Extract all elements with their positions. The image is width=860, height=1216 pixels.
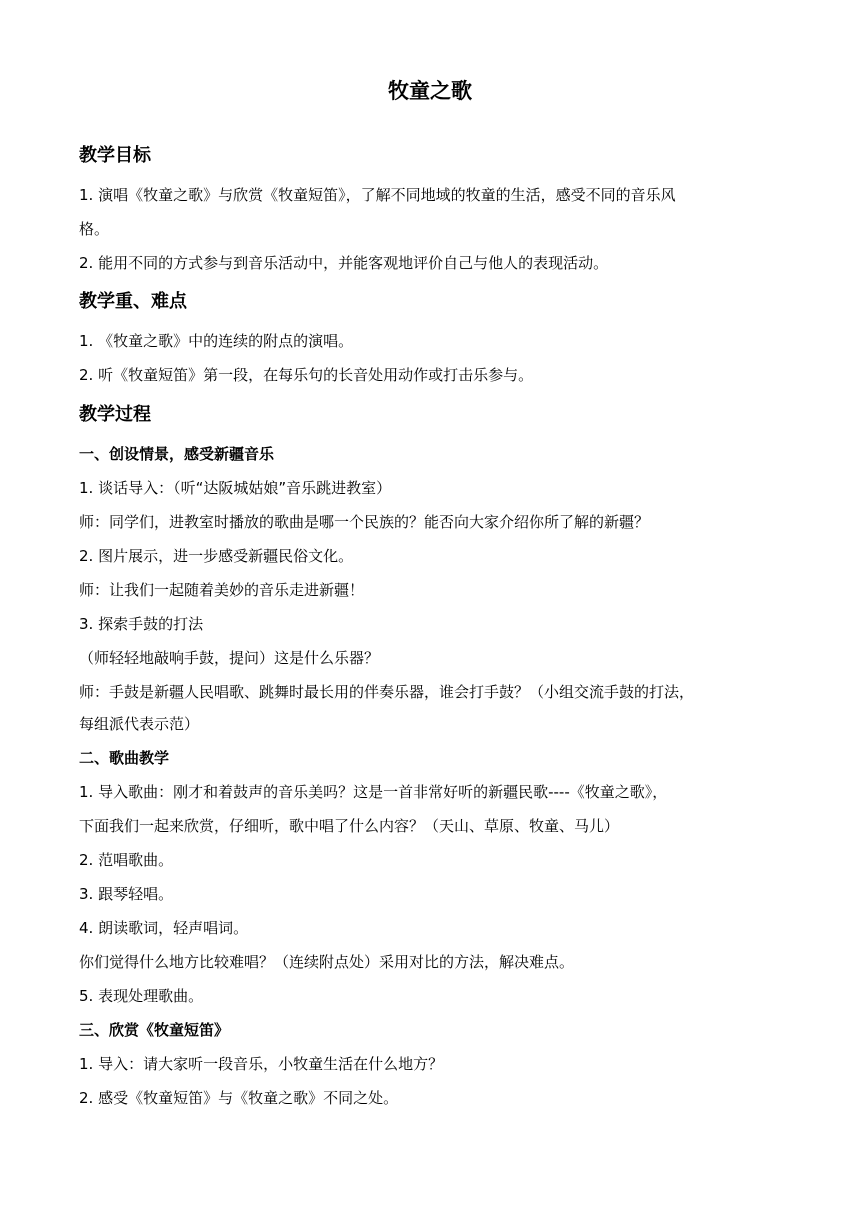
part2-line-3: 2. 范唱歌曲。 [79, 851, 174, 869]
part1-line-3: 2. 图片展示，进一步感受新疆民俗文化。 [79, 547, 354, 565]
part2-line-7: 5. 表现处理歌曲。 [79, 987, 204, 1005]
document-title: 牧童之歌 [388, 79, 472, 103]
part1-line-8: 每组派代表示范） [79, 715, 200, 733]
part3-line-2: 2. 感受《牧童短笛》与《牧童之歌》不同之处。 [79, 1089, 399, 1107]
part1-line-2: 师：同学们，进教室时播放的歌曲是哪一个民族的？能否向大家介绍你所了解的新疆？ [79, 513, 650, 531]
section-heading-key-points: 教学重、难点 [79, 291, 187, 312]
part2-line-4: 3. 跟琴轻唱。 [79, 885, 174, 903]
part2-line-2: 下面我们一起来欣赏，仔细听，歌中唱了什么内容？（天山、草原、牧童、马儿） [79, 817, 620, 835]
key-point-1: 1. 《牧童之歌》中的连续的附点的演唱。 [79, 332, 354, 350]
part1-line-5: 3. 探索手鼓的打法 [79, 615, 204, 633]
subsection-heading-part2: 二、歌曲教学 [79, 749, 170, 767]
section-heading-goals: 教学目标 [79, 145, 151, 166]
part1-line-7: 师：手鼓是新疆人民唱歌、跳舞时最长用的伴奏乐器，谁会打手鼓？（小组交流手鼓的打法， [79, 683, 695, 701]
part3-line-1: 1. 导入：请大家听一段音乐，小牧童生活在什么地方？ [79, 1055, 444, 1073]
goal-item-1-line-1: 1. 演唱《牧童之歌》与欣赏《牧童短笛》，了解不同地域的牧童的生活，感受不同的音乐风 [79, 186, 676, 204]
key-point-2: 2. 听《牧童短笛》第一段，在每乐句的长音处用动作或打击乐参与。 [79, 366, 534, 384]
part2-line-1: 1. 导入歌曲：刚才和着鼓声的音乐美吗？这是一首非常好听的新疆民歌----《牧童之歌》， [79, 783, 668, 801]
section-heading-process: 教学过程 [79, 404, 151, 425]
part1-line-4: 师：让我们一起随着美妙的音乐走进新疆！ [79, 581, 365, 599]
part1-line-1: 1. 谈话导入：（听“达阪城姑娘”音乐跳进教室） [79, 479, 392, 497]
subsection-heading-part1: 一、创设情景，感受新疆音乐 [79, 445, 275, 463]
goal-item-2: 2. 能用不同的方式参与到音乐活动中，并能客观地评价自己与他人的表现活动。 [79, 254, 609, 272]
part2-line-5: 4. 朗读歌词，轻声唱词。 [79, 919, 249, 937]
subsection-heading-part3: 三、欣赏《牧童短笛》 [79, 1021, 230, 1039]
part2-line-6: 你们觉得什么地方比较难唱？（连续附点处）采用对比的方法，解决难点。 [79, 953, 575, 971]
goal-item-1-line-2: 格。 [79, 220, 110, 238]
part1-line-6: （师轻轻地敲响手鼓，提问）这是什么乐器？ [79, 649, 380, 667]
